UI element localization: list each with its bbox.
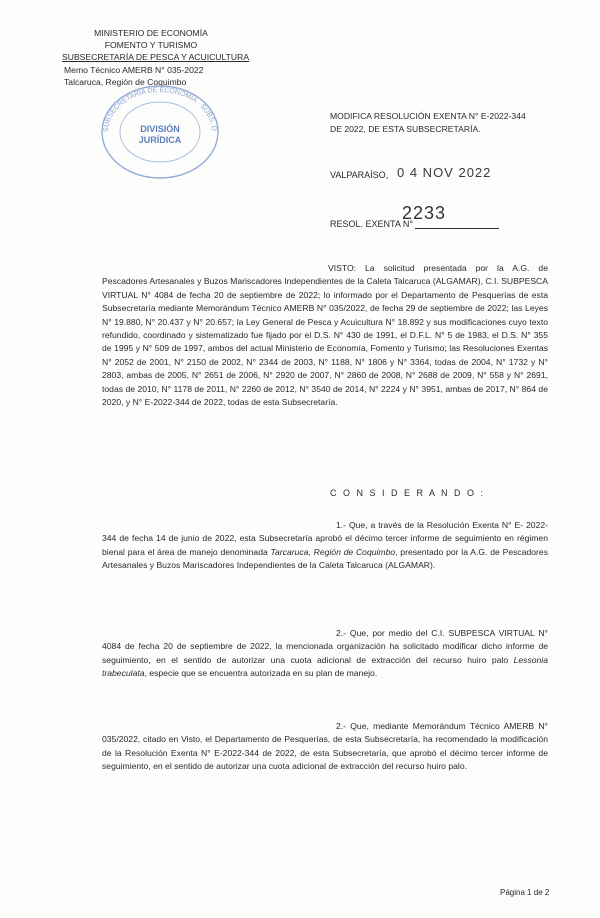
item-text-end: , especie que se encuentra autorizada en su plan de manejo.	[144, 668, 378, 679]
resolution-subject	[330, 110, 570, 135]
item-lead: 2.- Que, mediante Memorándum Técnico	[336, 721, 500, 731]
item-text-end: , presentado por la A.G. de Pescadores Artesanales y Buzos Mariscadores Independientes de la Caleta Talcaruca (ALGAMAR).	[102, 546, 548, 571]
ministry-name: MINISTERIO DE ECONOMÍA	[94, 28, 208, 38]
resolution-label: RESOL. EXENTA N°	[330, 219, 413, 229]
letterhead	[62, 27, 262, 88]
page-number: Página 1 de 2	[500, 888, 550, 897]
location-reference: Talcaruca, Región de Coquimbo	[64, 76, 187, 87]
visto-text: La solicitud presentada por la A.G. de Pescadores Artesanales y Buzos Mariscadores Independientes de la Caleta Talcaruca (ALGAMAR), C.I. SUBPESCA VIRTUAL N° 4084 de fecha 20 de septiembre de 2022; lo informado por el Departamento de Pesquerías de esta Subsecretaría mediante Memorándum Técnico AMERB N° 035/2022, de fecha 29 de septiembre de 2022; las Leyes N° 19.880, N° 20.437 y N° 20.657; la Ley General de Pesca y Acuicultura N° 18.892 y sus modificaciones cuyo texto refundido, coordinado y sistematizado fue fijado por el D.S. N° 430 de 1991, el D.F.L. N° 5 de 1983, el D.S. N° 355 de 1995 y N° 509 de 1997, ambos del actual Ministerio de Economía, Fomento y Turismo; las Resoluciones Exentas N° 2052 de 2001, N° 2150 de 2002, N° 2344 de 2003, N° 1188, N° 1806 y N° 3364, todas de 2004, N° 1732 y N° 2803, ambas de 2005, N° 2651 de 2006, N° 2920 de 2007, N° 2860 de 2008, N° 2688 de 2009, N° 558 y N° 2691, todas de 2010, N° 1178 de 2011, N° 2260 de 2012, N° 3540 de 2014, N° 2224 y N° 3951, ambas de 2017, N° 864 de 2020, y N° E-2022-344 de 2022, todas de esta Subsecretaría.	[102, 263, 548, 408]
considerando-item-1	[102, 519, 548, 573]
considerando-item-3	[102, 720, 548, 774]
division-stamp	[98, 82, 222, 182]
subsecretariat-name: SUBSECRETARÍA DE PESCA Y ACUICULTURA	[62, 52, 250, 63]
stamp-ring-text: SUBSECRETARÍA DE ECONOMÍA · SUBS. D	[102, 86, 218, 133]
visto-paragraph	[102, 262, 548, 409]
considerando-heading: C O N S I D E R A N D O :	[330, 488, 486, 498]
city-label: VALPARAÍSO,	[330, 170, 389, 180]
stamp-line-1: DIVISIÓN	[140, 124, 180, 134]
visto-lead: VISTO:	[328, 263, 357, 273]
item-italic: Tarcaruca, Región de Coquimbo	[270, 546, 396, 557]
item-text: AMERB N° 035/2022, citado en Visto, el Departamento de Pesquerías, de esta Subsecretaría, ha recomendado la modificación de la Resolución Exenta N° E-2022-344 de 2022, de esta Subsecretaría, que aprobó el décimo tercer informe de seguimiento, en el sentido de autorizar una cuota adicional de extracción del recurso huiro palo.	[102, 721, 548, 772]
stamp-label	[98, 124, 222, 146]
stamped-date: 0 4 NOV 2022	[397, 165, 492, 180]
subject-line-1: MODIFICA RESOLUCIÓN EXENTA N° E-2022-344	[330, 111, 526, 121]
memo-reference: Memo Técnico AMERB N° 035-2022	[64, 64, 204, 75]
resolution-number: 2233	[402, 203, 447, 223]
item-italic: Lessonia trabeculata	[102, 654, 548, 679]
item-text: N° 4084 de fecha 20 de septiembre de 2022, la mencionada organización ha solicitado modificar dicho informe de seguimiento, en el sentido de autorizar una cuota adicional de extracción del recurso huiro palo	[102, 628, 548, 665]
item-lead: 2.- Que, por medio del C.I. SUBPESCA VIRTUAL	[336, 628, 535, 638]
ministry-subname: FOMENTO Y TURISMO	[104, 40, 198, 51]
subject-line-2: DE 2022, DE ESTA SUBSECRETARÍA.	[330, 123, 481, 134]
considerando-item-2	[102, 627, 548, 681]
item-text: 2022-344 de fecha 14 de junio de 2022, esta Subsecretaría aprobó el décimo tercer informe de seguimiento en régimen bienal para el área de manejo denominada	[102, 520, 548, 557]
item-lead: 1.- Que, a través de la Resolución Exenta N° E-	[336, 520, 524, 530]
stamp-line-2: JURÍDICA	[138, 135, 182, 145]
